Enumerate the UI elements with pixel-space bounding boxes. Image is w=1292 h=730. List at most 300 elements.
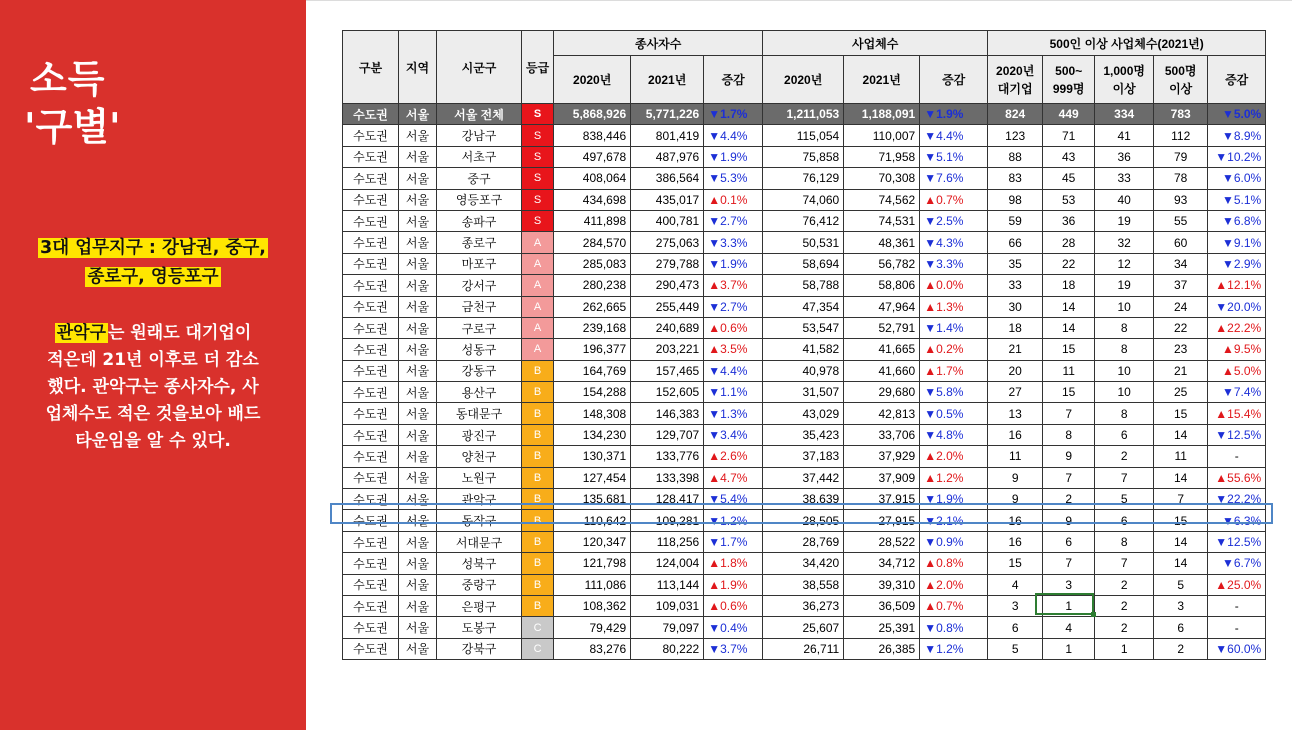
cell-district[interactable]: 도봉구 bbox=[437, 617, 522, 638]
cell-region[interactable]: 서울 bbox=[399, 296, 437, 317]
cell-biz-2021[interactable]: 29,680 bbox=[844, 382, 920, 403]
cell-biz-2021[interactable]: 42,813 bbox=[844, 403, 920, 424]
cell-biz-2020[interactable]: 34,420 bbox=[763, 553, 844, 574]
cell-district[interactable]: 강동구 bbox=[437, 360, 522, 381]
cell-500-plus[interactable]: 15 bbox=[1154, 403, 1208, 424]
cell-biz-2021[interactable]: 74,531 bbox=[844, 210, 920, 231]
cell-workers-2020[interactable]: 239,168 bbox=[554, 317, 631, 338]
cell-biz-2021[interactable]: 28,522 bbox=[844, 531, 920, 552]
cell-big-2020[interactable]: 88 bbox=[988, 146, 1043, 167]
cell-500-change[interactable]: ▼2.9% bbox=[1208, 253, 1266, 274]
cell-big-2020[interactable]: 35 bbox=[988, 253, 1043, 274]
table-row[interactable] bbox=[343, 467, 1266, 488]
cell-biz-change[interactable]: ▼0.5% bbox=[920, 403, 988, 424]
cell-gubun[interactable]: 수도권 bbox=[343, 574, 399, 595]
cell-workers-2021[interactable]: 146,383 bbox=[631, 403, 704, 424]
cell-500-change[interactable]: - bbox=[1208, 446, 1266, 467]
cell-workers-2020[interactable]: 127,454 bbox=[554, 467, 631, 488]
cell-region[interactable]: 서울 bbox=[399, 382, 437, 403]
header-gubun[interactable]: 구분 bbox=[343, 31, 399, 104]
cell-biz-change[interactable]: ▼1.4% bbox=[920, 317, 988, 338]
cell-district[interactable]: 송파구 bbox=[437, 210, 522, 231]
cell-region[interactable]: 서울 bbox=[399, 595, 437, 616]
cell-district[interactable]: 동대문구 bbox=[437, 403, 522, 424]
cell-workers-change[interactable]: ▲0.6% bbox=[704, 595, 763, 616]
cell-big-2020[interactable]: 59 bbox=[988, 210, 1043, 231]
cell-500-plus[interactable]: 2 bbox=[1154, 638, 1208, 659]
cell-gubun[interactable]: 수도권 bbox=[343, 553, 399, 574]
cell-region[interactable]: 서울 bbox=[399, 232, 437, 253]
cell-region[interactable]: 서울 bbox=[399, 424, 437, 445]
cell-biz-2020[interactable]: 43,029 bbox=[763, 403, 844, 424]
cell-district[interactable]: 구로구 bbox=[437, 317, 522, 338]
cell-region[interactable]: 서울 bbox=[399, 104, 437, 125]
cell-500-change[interactable]: ▲12.1% bbox=[1208, 275, 1266, 296]
cell-grade[interactable]: A bbox=[522, 253, 554, 274]
cell-grade[interactable]: B bbox=[522, 403, 554, 424]
table-row[interactable] bbox=[343, 168, 1266, 189]
cell-grade[interactable]: B bbox=[522, 553, 554, 574]
cell-region[interactable]: 서울 bbox=[399, 339, 437, 360]
cell-big-2020[interactable]: 13 bbox=[988, 403, 1043, 424]
cell-500-change[interactable]: ▲22.2% bbox=[1208, 317, 1266, 338]
cell-1000-plus[interactable]: 7 bbox=[1095, 467, 1154, 488]
cell-workers-change[interactable]: ▼5.4% bbox=[704, 489, 763, 510]
cell-district[interactable]: 중랑구 bbox=[437, 574, 522, 595]
cell-1000-plus[interactable]: 2 bbox=[1095, 595, 1154, 616]
cell-biz-2021[interactable]: 36,509 bbox=[844, 595, 920, 616]
cell-500-plus[interactable]: 5 bbox=[1154, 574, 1208, 595]
cell-500-plus[interactable]: 23 bbox=[1154, 339, 1208, 360]
cell-500-change[interactable]: ▲25.0% bbox=[1208, 574, 1266, 595]
cell-1000-plus[interactable]: 1 bbox=[1095, 638, 1154, 659]
cell-grade[interactable]: S bbox=[522, 104, 554, 125]
cell-gubun[interactable]: 수도권 bbox=[343, 125, 399, 146]
cell-grade[interactable]: S bbox=[522, 125, 554, 146]
cell-district[interactable]: 노원구 bbox=[437, 467, 522, 488]
cell-region[interactable]: 서울 bbox=[399, 531, 437, 552]
table-row[interactable] bbox=[343, 317, 1266, 338]
cell-workers-2021[interactable]: 152,605 bbox=[631, 382, 704, 403]
cell-district[interactable]: 관악구 bbox=[437, 489, 522, 510]
cell-biz-2020[interactable]: 58,694 bbox=[763, 253, 844, 274]
cell-500-plus[interactable]: 14 bbox=[1154, 553, 1208, 574]
table-row[interactable] bbox=[343, 531, 1266, 552]
cell-big-2020[interactable]: 6 bbox=[988, 617, 1043, 638]
cell-500-plus[interactable]: 78 bbox=[1154, 168, 1208, 189]
table-row[interactable] bbox=[343, 403, 1266, 424]
header-group-biz[interactable]: 사업체수 bbox=[763, 31, 988, 56]
cell-workers-change[interactable]: ▲3.5% bbox=[704, 339, 763, 360]
cell-500-change[interactable]: ▲5.0% bbox=[1208, 360, 1266, 381]
cell-workers-change[interactable]: ▼1.1% bbox=[704, 382, 763, 403]
cell-workers-2021[interactable]: 290,473 bbox=[631, 275, 704, 296]
cell-biz-2021[interactable]: 70,308 bbox=[844, 168, 920, 189]
cell-1000-plus[interactable]: 10 bbox=[1095, 360, 1154, 381]
header-district[interactable]: 시군구 bbox=[437, 31, 522, 104]
cell-500-999[interactable]: 22 bbox=[1043, 253, 1095, 274]
cell-1000-plus[interactable]: 19 bbox=[1095, 275, 1154, 296]
cell-big-2020[interactable]: 5 bbox=[988, 638, 1043, 659]
cell-500-999[interactable]: 1 bbox=[1043, 595, 1095, 616]
cell-workers-2021[interactable]: 487,976 bbox=[631, 146, 704, 167]
cell-biz-2020[interactable]: 74,060 bbox=[763, 189, 844, 210]
cell-region[interactable]: 서울 bbox=[399, 574, 437, 595]
cell-gubun[interactable]: 수도권 bbox=[343, 382, 399, 403]
cell-workers-2020[interactable]: 130,371 bbox=[554, 446, 631, 467]
cell-biz-2020[interactable]: 40,978 bbox=[763, 360, 844, 381]
cell-workers-2020[interactable]: 408,064 bbox=[554, 168, 631, 189]
cell-region[interactable]: 서울 bbox=[399, 275, 437, 296]
cell-grade[interactable]: S bbox=[522, 168, 554, 189]
cell-workers-2021[interactable]: 109,031 bbox=[631, 595, 704, 616]
cell-gubun[interactable]: 수도권 bbox=[343, 104, 399, 125]
cell-grade[interactable]: B bbox=[522, 489, 554, 510]
cell-500-999[interactable]: 8 bbox=[1043, 424, 1095, 445]
cell-big-2020[interactable]: 4 bbox=[988, 574, 1043, 595]
cell-biz-2021[interactable]: 25,391 bbox=[844, 617, 920, 638]
cell-500-plus[interactable]: 60 bbox=[1154, 232, 1208, 253]
cell-500-999[interactable]: 71 bbox=[1043, 125, 1095, 146]
header-region[interactable]: 지역 bbox=[399, 31, 437, 104]
cell-biz-2020[interactable]: 31,507 bbox=[763, 382, 844, 403]
table-row[interactable] bbox=[343, 125, 1266, 146]
cell-workers-2021[interactable]: 435,017 bbox=[631, 189, 704, 210]
table-row[interactable] bbox=[343, 275, 1266, 296]
cell-big-2020[interactable]: 16 bbox=[988, 424, 1043, 445]
cell-biz-2021[interactable]: 71,958 bbox=[844, 146, 920, 167]
cell-biz-change[interactable]: ▼4.8% bbox=[920, 424, 988, 445]
cell-big-2020[interactable]: 9 bbox=[988, 467, 1043, 488]
cell-500-999[interactable]: 18 bbox=[1043, 275, 1095, 296]
cell-grade[interactable]: A bbox=[522, 317, 554, 338]
cell-1000-plus[interactable]: 2 bbox=[1095, 574, 1154, 595]
cell-workers-change[interactable]: ▲3.7% bbox=[704, 275, 763, 296]
cell-district[interactable]: 종로구 bbox=[437, 232, 522, 253]
cell-gubun[interactable]: 수도권 bbox=[343, 617, 399, 638]
cell-500-999[interactable]: 7 bbox=[1043, 403, 1095, 424]
header-workers-change[interactable]: 증감 bbox=[704, 56, 763, 104]
cell-biz-2020[interactable]: 76,129 bbox=[763, 168, 844, 189]
cell-workers-2020[interactable]: 838,446 bbox=[554, 125, 631, 146]
cell-workers-2020[interactable]: 411,898 bbox=[554, 210, 631, 231]
cell-biz-2020[interactable]: 47,354 bbox=[763, 296, 844, 317]
cell-big-2020[interactable]: 33 bbox=[988, 275, 1043, 296]
header-workers-2020[interactable]: 2020년 bbox=[554, 56, 631, 104]
cell-workers-change[interactable]: ▼0.4% bbox=[704, 617, 763, 638]
cell-region[interactable]: 서울 bbox=[399, 553, 437, 574]
cell-biz-2020[interactable]: 37,183 bbox=[763, 446, 844, 467]
table-row[interactable] bbox=[343, 595, 1266, 616]
cell-500-999[interactable]: 53 bbox=[1043, 189, 1095, 210]
cell-biz-2021[interactable]: 58,806 bbox=[844, 275, 920, 296]
cell-region[interactable]: 서울 bbox=[399, 617, 437, 638]
cell-region[interactable]: 서울 bbox=[399, 467, 437, 488]
cell-district[interactable]: 서초구 bbox=[437, 146, 522, 167]
cell-district[interactable]: 영등포구 bbox=[437, 189, 522, 210]
cell-workers-change[interactable]: ▲2.6% bbox=[704, 446, 763, 467]
cell-500-plus[interactable]: 3 bbox=[1154, 595, 1208, 616]
cell-workers-change[interactable]: ▼1.9% bbox=[704, 146, 763, 167]
cell-workers-change[interactable]: ▼1.7% bbox=[704, 531, 763, 552]
cell-big-2020[interactable]: 15 bbox=[988, 553, 1043, 574]
cell-workers-change[interactable]: ▼1.7% bbox=[704, 104, 763, 125]
cell-workers-2020[interactable]: 497,678 bbox=[554, 146, 631, 167]
cell-biz-2020[interactable]: 115,054 bbox=[763, 125, 844, 146]
header-500-999[interactable] bbox=[1043, 56, 1095, 104]
cell-1000-plus[interactable]: 10 bbox=[1095, 382, 1154, 403]
cell-biz-2020[interactable]: 1,211,053 bbox=[763, 104, 844, 125]
cell-grade[interactable]: S bbox=[522, 189, 554, 210]
cell-biz-2021[interactable]: 48,361 bbox=[844, 232, 920, 253]
cell-500-plus[interactable]: 11 bbox=[1154, 446, 1208, 467]
cell-grade[interactable]: A bbox=[522, 296, 554, 317]
cell-biz-2021[interactable]: 74,562 bbox=[844, 189, 920, 210]
cell-workers-2021[interactable]: 279,788 bbox=[631, 253, 704, 274]
cell-workers-2020[interactable]: 262,665 bbox=[554, 296, 631, 317]
cell-500-plus[interactable]: 6 bbox=[1154, 617, 1208, 638]
table-row[interactable] bbox=[343, 232, 1266, 253]
cell-region[interactable]: 서울 bbox=[399, 125, 437, 146]
cell-workers-2021[interactable]: 5,771,226 bbox=[631, 104, 704, 125]
cell-500-plus[interactable]: 34 bbox=[1154, 253, 1208, 274]
cell-workers-change[interactable]: ▲4.7% bbox=[704, 467, 763, 488]
header-biz-change[interactable]: 증감 bbox=[920, 56, 988, 104]
cell-workers-2021[interactable]: 133,776 bbox=[631, 446, 704, 467]
cell-500-change[interactable]: ▼12.5% bbox=[1208, 531, 1266, 552]
cell-workers-2021[interactable]: 124,004 bbox=[631, 553, 704, 574]
cell-big-2020[interactable]: 3 bbox=[988, 595, 1043, 616]
cell-500-change[interactable]: ▼6.8% bbox=[1208, 210, 1266, 231]
cell-biz-2020[interactable]: 75,858 bbox=[763, 146, 844, 167]
cell-district[interactable]: 강북구 bbox=[437, 638, 522, 659]
table-row[interactable] bbox=[343, 382, 1266, 403]
cell-district[interactable]: 강서구 bbox=[437, 275, 522, 296]
cell-500-999[interactable]: 15 bbox=[1043, 339, 1095, 360]
cell-workers-2021[interactable]: 386,564 bbox=[631, 168, 704, 189]
cell-workers-2020[interactable]: 5,868,926 bbox=[554, 104, 631, 125]
cell-district[interactable]: 성북구 bbox=[437, 553, 522, 574]
table-row[interactable] bbox=[343, 510, 1266, 531]
cell-biz-change[interactable]: ▲0.2% bbox=[920, 339, 988, 360]
cell-500-change[interactable]: ▼6.3% bbox=[1208, 510, 1266, 531]
cell-workers-2020[interactable]: 284,570 bbox=[554, 232, 631, 253]
cell-biz-2020[interactable]: 38,639 bbox=[763, 489, 844, 510]
cell-biz-2021[interactable]: 56,782 bbox=[844, 253, 920, 274]
cell-biz-2020[interactable]: 58,788 bbox=[763, 275, 844, 296]
cell-500-plus[interactable]: 112 bbox=[1154, 125, 1208, 146]
cell-1000-plus[interactable]: 7 bbox=[1095, 553, 1154, 574]
cell-gubun[interactable]: 수도권 bbox=[343, 146, 399, 167]
cell-biz-change[interactable]: ▼3.3% bbox=[920, 253, 988, 274]
cell-workers-2021[interactable]: 113,144 bbox=[631, 574, 704, 595]
cell-workers-2020[interactable]: 111,086 bbox=[554, 574, 631, 595]
cell-district[interactable]: 은평구 bbox=[437, 595, 522, 616]
cell-grade[interactable]: C bbox=[522, 638, 554, 659]
cell-big-2020[interactable]: 11 bbox=[988, 446, 1043, 467]
cell-biz-2021[interactable]: 37,929 bbox=[844, 446, 920, 467]
cell-workers-2021[interactable]: 255,449 bbox=[631, 296, 704, 317]
cell-workers-2021[interactable]: 79,097 bbox=[631, 617, 704, 638]
cell-workers-2021[interactable]: 275,063 bbox=[631, 232, 704, 253]
cell-500-plus[interactable]: 14 bbox=[1154, 467, 1208, 488]
cell-500-999[interactable]: 7 bbox=[1043, 467, 1095, 488]
table-row[interactable] bbox=[343, 296, 1266, 317]
cell-500-plus[interactable]: 22 bbox=[1154, 317, 1208, 338]
cell-biz-2021[interactable]: 41,665 bbox=[844, 339, 920, 360]
cell-biz-2020[interactable]: 50,531 bbox=[763, 232, 844, 253]
cell-grade[interactable]: C bbox=[522, 617, 554, 638]
cell-biz-change[interactable]: ▲0.0% bbox=[920, 275, 988, 296]
cell-500-999[interactable]: 4 bbox=[1043, 617, 1095, 638]
table-row[interactable] bbox=[343, 553, 1266, 574]
cell-biz-change[interactable]: ▼1.9% bbox=[920, 104, 988, 125]
cell-500-change[interactable]: ▼12.5% bbox=[1208, 424, 1266, 445]
cell-workers-2021[interactable]: 118,256 bbox=[631, 531, 704, 552]
cell-500-999[interactable]: 2 bbox=[1043, 489, 1095, 510]
cell-workers-change[interactable]: ▼2.7% bbox=[704, 210, 763, 231]
cell-biz-change[interactable]: ▲1.2% bbox=[920, 467, 988, 488]
cell-500-change[interactable]: ▼6.7% bbox=[1208, 553, 1266, 574]
cell-biz-change[interactable]: ▲2.0% bbox=[920, 574, 988, 595]
cell-1000-plus[interactable]: 334 bbox=[1095, 104, 1154, 125]
cell-big-2020[interactable]: 9 bbox=[988, 489, 1043, 510]
cell-500-change[interactable]: ▲55.6% bbox=[1208, 467, 1266, 488]
cell-workers-2020[interactable]: 280,238 bbox=[554, 275, 631, 296]
cell-grade[interactable]: A bbox=[522, 339, 554, 360]
cell-region[interactable]: 서울 bbox=[399, 317, 437, 338]
cell-region[interactable]: 서울 bbox=[399, 253, 437, 274]
cell-1000-plus[interactable]: 8 bbox=[1095, 317, 1154, 338]
cell-500-change[interactable]: ▼7.4% bbox=[1208, 382, 1266, 403]
cell-gubun[interactable]: 수도권 bbox=[343, 403, 399, 424]
cell-workers-2020[interactable]: 196,377 bbox=[554, 339, 631, 360]
cell-500-999[interactable]: 45 bbox=[1043, 168, 1095, 189]
cell-big-2020[interactable]: 30 bbox=[988, 296, 1043, 317]
cell-biz-2021[interactable]: 39,310 bbox=[844, 574, 920, 595]
cell-500-999[interactable]: 6 bbox=[1043, 531, 1095, 552]
table-row[interactable] bbox=[343, 253, 1266, 274]
cell-gubun[interactable]: 수도권 bbox=[343, 360, 399, 381]
cell-biz-2020[interactable]: 28,505 bbox=[763, 510, 844, 531]
table-row[interactable] bbox=[343, 617, 1266, 638]
cell-1000-plus[interactable]: 6 bbox=[1095, 424, 1154, 445]
cell-district[interactable]: 동작구 bbox=[437, 510, 522, 531]
cell-biz-2021[interactable]: 27,915 bbox=[844, 510, 920, 531]
cell-500-999[interactable]: 43 bbox=[1043, 146, 1095, 167]
cell-region[interactable]: 서울 bbox=[399, 146, 437, 167]
cell-big-2020[interactable]: 83 bbox=[988, 168, 1043, 189]
cell-region[interactable]: 서울 bbox=[399, 360, 437, 381]
cell-biz-change[interactable]: ▼4.3% bbox=[920, 232, 988, 253]
cell-grade[interactable]: B bbox=[522, 595, 554, 616]
cell-workers-2020[interactable]: 79,429 bbox=[554, 617, 631, 638]
cell-workers-2021[interactable]: 80,222 bbox=[631, 638, 704, 659]
cell-biz-change[interactable]: ▼0.9% bbox=[920, 531, 988, 552]
table-row[interactable] bbox=[343, 446, 1266, 467]
cell-workers-2021[interactable]: 133,398 bbox=[631, 467, 704, 488]
cell-500-change[interactable]: ▼8.9% bbox=[1208, 125, 1266, 146]
cell-workers-2020[interactable]: 285,083 bbox=[554, 253, 631, 274]
cell-biz-change[interactable]: ▲1.3% bbox=[920, 296, 988, 317]
table-row[interactable] bbox=[343, 489, 1266, 510]
cell-biz-2020[interactable]: 76,412 bbox=[763, 210, 844, 231]
cell-1000-plus[interactable]: 12 bbox=[1095, 253, 1154, 274]
cell-workers-2020[interactable]: 121,798 bbox=[554, 553, 631, 574]
cell-workers-change[interactable]: ▼4.4% bbox=[704, 360, 763, 381]
cell-grade[interactable]: A bbox=[522, 275, 554, 296]
cell-workers-2020[interactable]: 154,288 bbox=[554, 382, 631, 403]
cell-1000-plus[interactable]: 5 bbox=[1095, 489, 1154, 510]
cell-500-change[interactable]: ▲15.4% bbox=[1208, 403, 1266, 424]
cell-grade[interactable]: A bbox=[522, 232, 554, 253]
cell-biz-2020[interactable]: 35,423 bbox=[763, 424, 844, 445]
cell-500-change[interactable]: - bbox=[1208, 617, 1266, 638]
cell-500-change[interactable]: ▼22.2% bbox=[1208, 489, 1266, 510]
cell-grade[interactable]: B bbox=[522, 574, 554, 595]
cell-1000-plus[interactable]: 19 bbox=[1095, 210, 1154, 231]
cell-biz-2021[interactable]: 47,964 bbox=[844, 296, 920, 317]
cell-biz-2021[interactable]: 33,706 bbox=[844, 424, 920, 445]
cell-500-plus[interactable]: 15 bbox=[1154, 510, 1208, 531]
table-row[interactable] bbox=[343, 424, 1266, 445]
cell-500-plus[interactable]: 7 bbox=[1154, 489, 1208, 510]
cell-biz-change[interactable]: ▼2.1% bbox=[920, 510, 988, 531]
cell-1000-plus[interactable]: 8 bbox=[1095, 403, 1154, 424]
cell-district[interactable]: 서울 전체 bbox=[437, 104, 522, 125]
cell-district[interactable]: 금천구 bbox=[437, 296, 522, 317]
cell-workers-2021[interactable]: 801,419 bbox=[631, 125, 704, 146]
cell-gubun[interactable]: 수도권 bbox=[343, 189, 399, 210]
cell-workers-change[interactable]: ▼3.3% bbox=[704, 232, 763, 253]
header-1000-plus[interactable] bbox=[1095, 56, 1154, 104]
cell-grade[interactable]: B bbox=[522, 382, 554, 403]
cell-biz-2020[interactable]: 38,558 bbox=[763, 574, 844, 595]
cell-workers-change[interactable]: ▼3.7% bbox=[704, 638, 763, 659]
cell-workers-2020[interactable]: 120,347 bbox=[554, 531, 631, 552]
cell-grade[interactable]: B bbox=[522, 510, 554, 531]
cell-gubun[interactable]: 수도권 bbox=[343, 467, 399, 488]
cell-workers-change[interactable]: ▼4.4% bbox=[704, 125, 763, 146]
table-row[interactable] bbox=[343, 638, 1266, 659]
header-biz-2021[interactable]: 2021년 bbox=[844, 56, 920, 104]
table-row[interactable] bbox=[343, 210, 1266, 231]
cell-district[interactable]: 광진구 bbox=[437, 424, 522, 445]
cell-500-999[interactable]: 14 bbox=[1043, 317, 1095, 338]
table-row[interactable] bbox=[343, 146, 1266, 167]
cell-region[interactable]: 서울 bbox=[399, 189, 437, 210]
cell-big-2020[interactable]: 66 bbox=[988, 232, 1043, 253]
cell-district[interactable]: 서대문구 bbox=[437, 531, 522, 552]
cell-gubun[interactable]: 수도권 bbox=[343, 232, 399, 253]
cell-500-999[interactable]: 449 bbox=[1043, 104, 1095, 125]
cell-500-change[interactable]: ▲9.5% bbox=[1208, 339, 1266, 360]
header-biz-2020[interactable]: 2020년 bbox=[763, 56, 844, 104]
cell-workers-change[interactable]: ▲0.1% bbox=[704, 189, 763, 210]
cell-district[interactable]: 마포구 bbox=[437, 253, 522, 274]
table-row[interactable] bbox=[343, 339, 1266, 360]
cell-500-change[interactable]: - bbox=[1208, 595, 1266, 616]
cell-big-2020[interactable]: 123 bbox=[988, 125, 1043, 146]
cell-biz-2021[interactable]: 1,188,091 bbox=[844, 104, 920, 125]
header-workers-2021[interactable]: 2021년 bbox=[631, 56, 704, 104]
header-500-plus[interactable] bbox=[1154, 56, 1208, 104]
cell-workers-change[interactable]: ▼3.4% bbox=[704, 424, 763, 445]
cell-500-plus[interactable]: 79 bbox=[1154, 146, 1208, 167]
cell-gubun[interactable]: 수도권 bbox=[343, 339, 399, 360]
cell-1000-plus[interactable]: 10 bbox=[1095, 296, 1154, 317]
cell-biz-2020[interactable]: 41,582 bbox=[763, 339, 844, 360]
